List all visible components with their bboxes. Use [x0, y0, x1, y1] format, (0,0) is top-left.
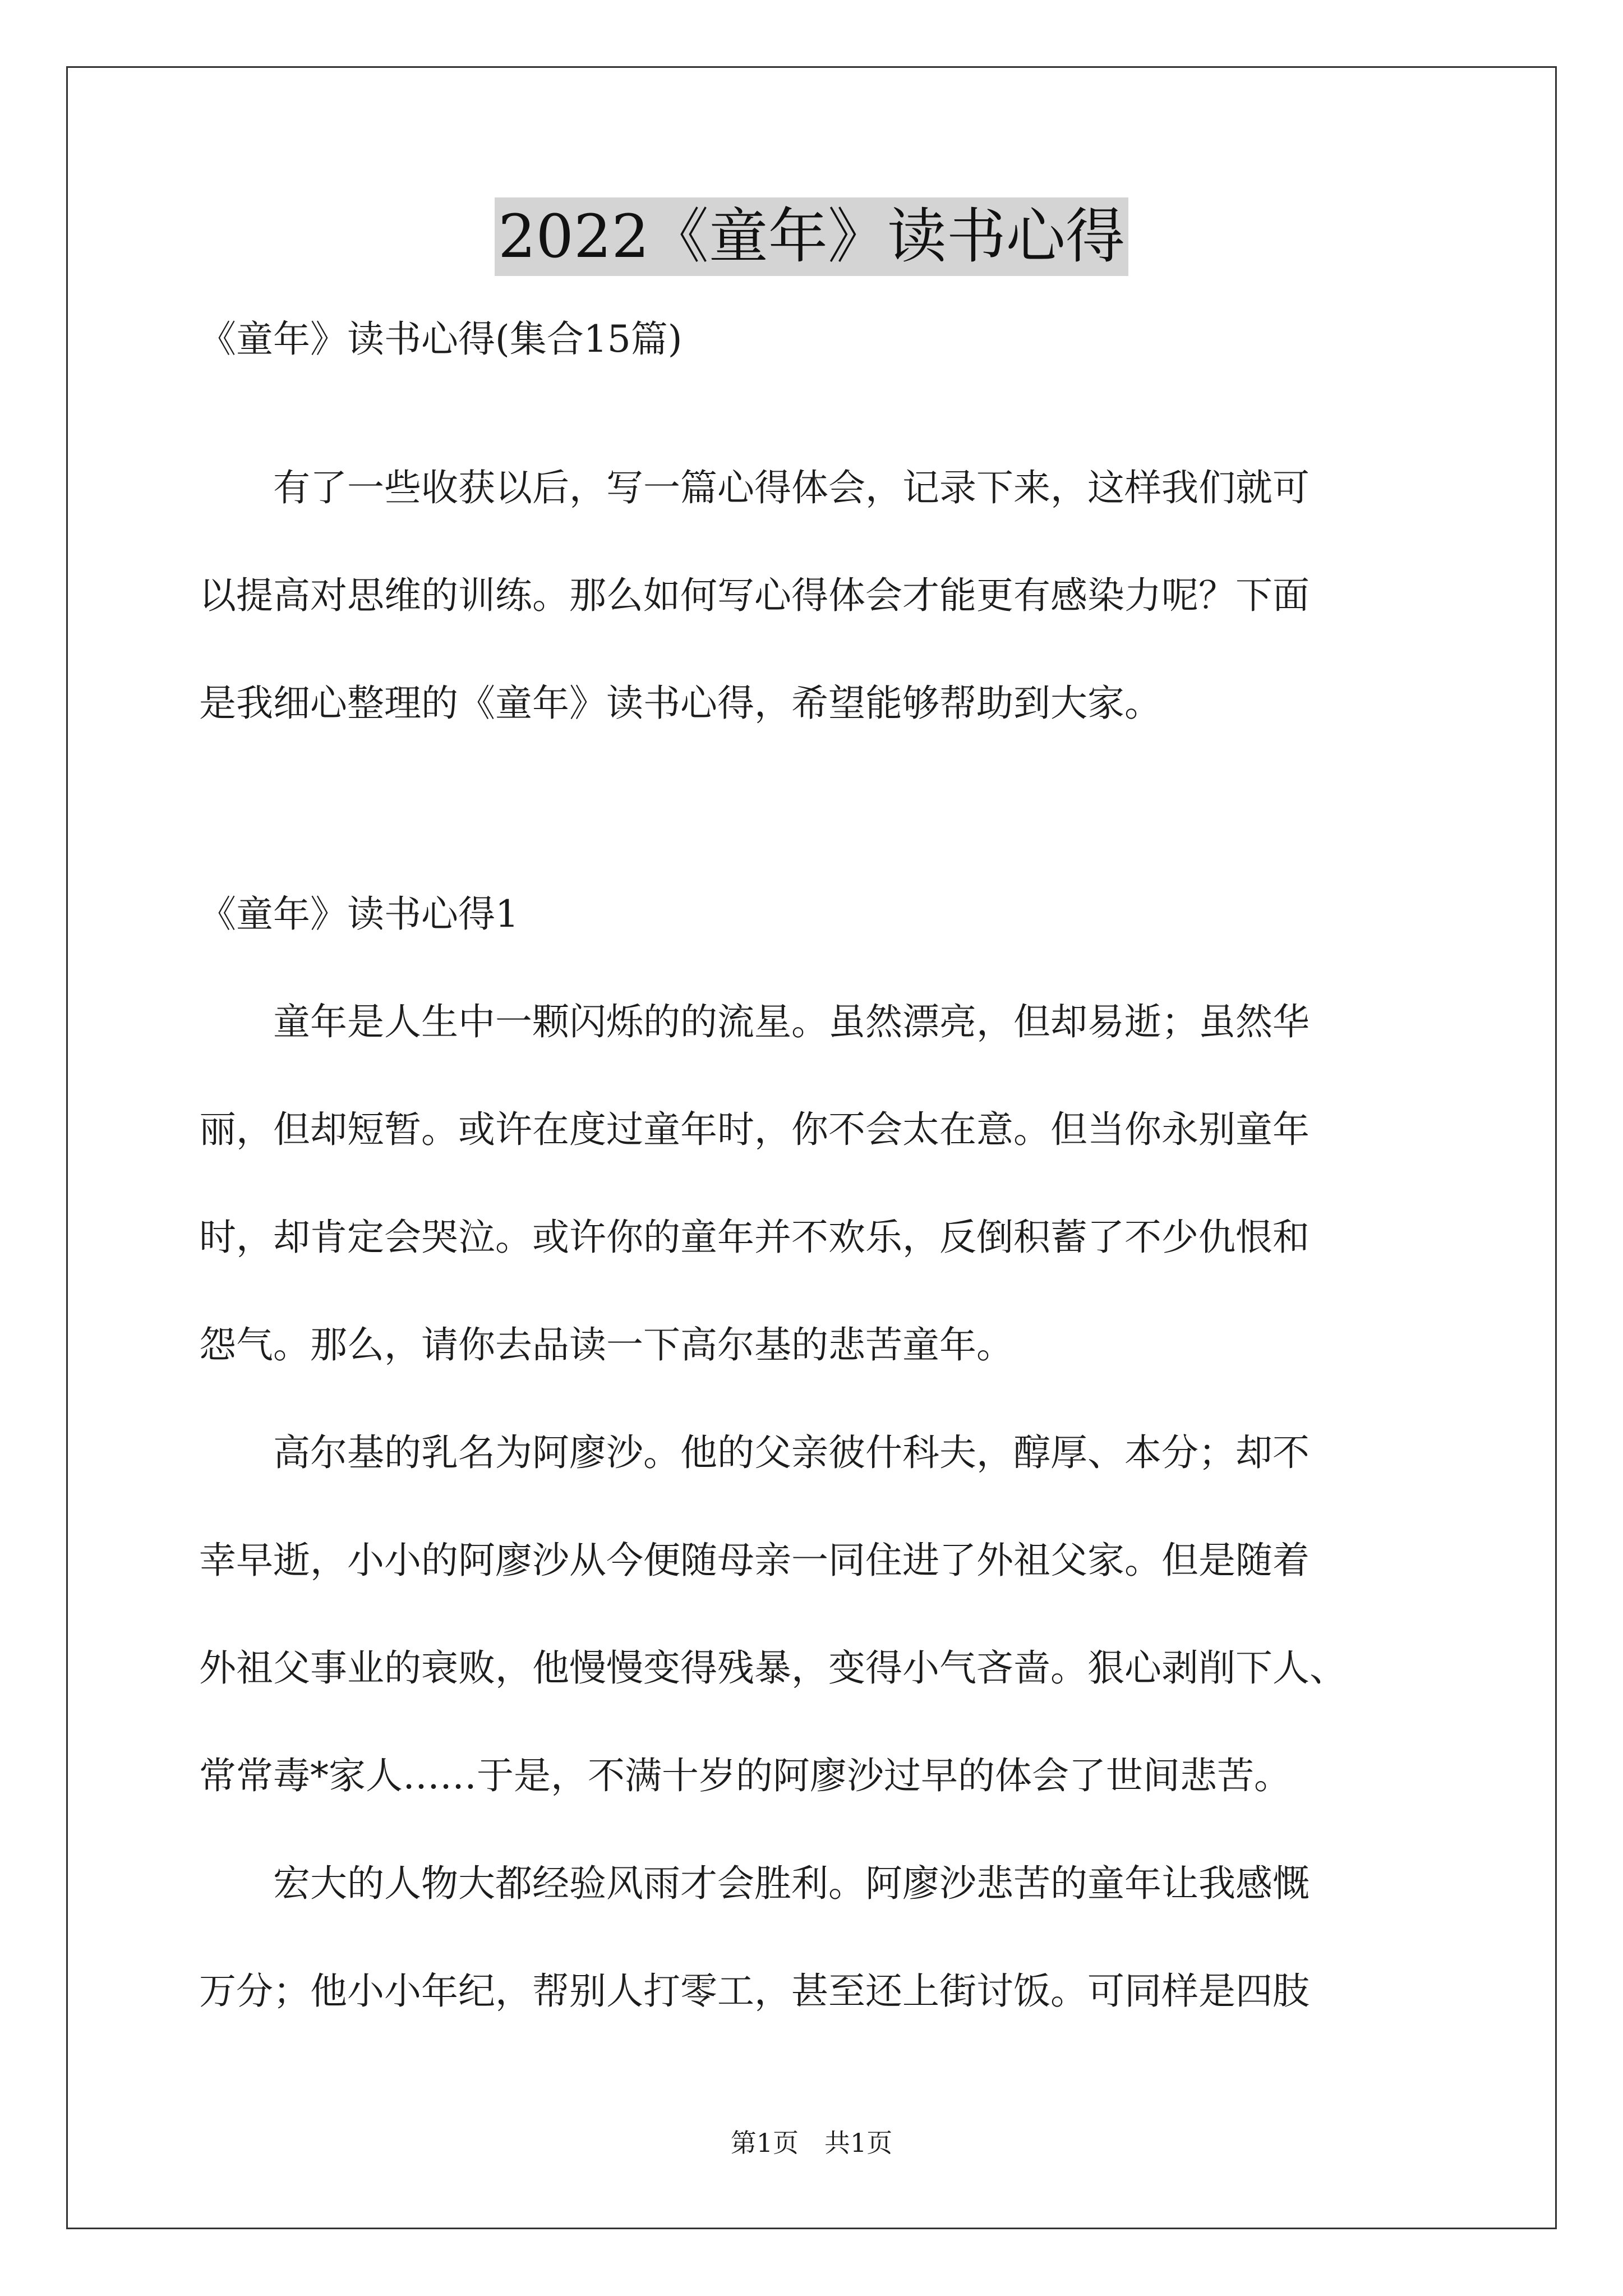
body-line: 万分；他小小年纪，帮别人打零工，甚至还上街讨饭。可同样是四肢 [199, 1970, 1310, 2013]
body-line: 宏大的人物大都经验风雨才会胜利。阿廖沙悲苦的童年让我感慨 [199, 1862, 1310, 1905]
body-line: 外祖父事业的衰败，他慢慢变得残暴，变得小气吝啬。狠心剥削下人、 [199, 1646, 1347, 1690]
body-line: 高尔基的乳名为阿廖沙。他的父亲彼什科夫，醇厚、本分；却不 [199, 1431, 1310, 1474]
intro-line: 是我细心整理的《童年》读书心得，希望能够帮助到大家。 [199, 682, 1161, 725]
body-line: 时，却肯定会哭泣。或许你的童年并不欢乐，反倒积蓄了不少仇恨和 [199, 1216, 1310, 1259]
title-container [0, 197, 1623, 276]
document-subtitle: 《童年》读书心得(集合15篇) [199, 318, 683, 361]
intro-line: 有了一些收获以后，写一篇心得体会，记录下来，这样我们就可 [199, 466, 1310, 509]
intro-line: 以提高对思维的训练。那么如何写心得体会才能更有感染力呢？下面 [199, 574, 1310, 617]
body-line: 童年是人生中一颗闪烁的的流星。虽然漂亮，但却易逝；虽然华 [199, 1000, 1310, 1043]
page-footer: 第1页 共1页 [730, 2128, 893, 2158]
body-line: 幸早逝，小小的阿廖沙从今便随母亲一同住进了外祖父家。但是随着 [199, 1539, 1310, 1582]
section-heading: 《童年》读书心得1 [199, 892, 519, 936]
document-title: 2022《童年》读书心得 [495, 197, 1128, 276]
body-line: 怨气。那么，请你去品读一下高尔基的悲苦童年。 [199, 1323, 1013, 1366]
body-line: 丽，但却短暂。或许在度过童年时，你不会太在意。但当你永别童年 [199, 1108, 1310, 1151]
body-line: 常常毒*家人……于是，不满十岁的阿廖沙过早的体会了世间悲苦。 [199, 1754, 1291, 1797]
